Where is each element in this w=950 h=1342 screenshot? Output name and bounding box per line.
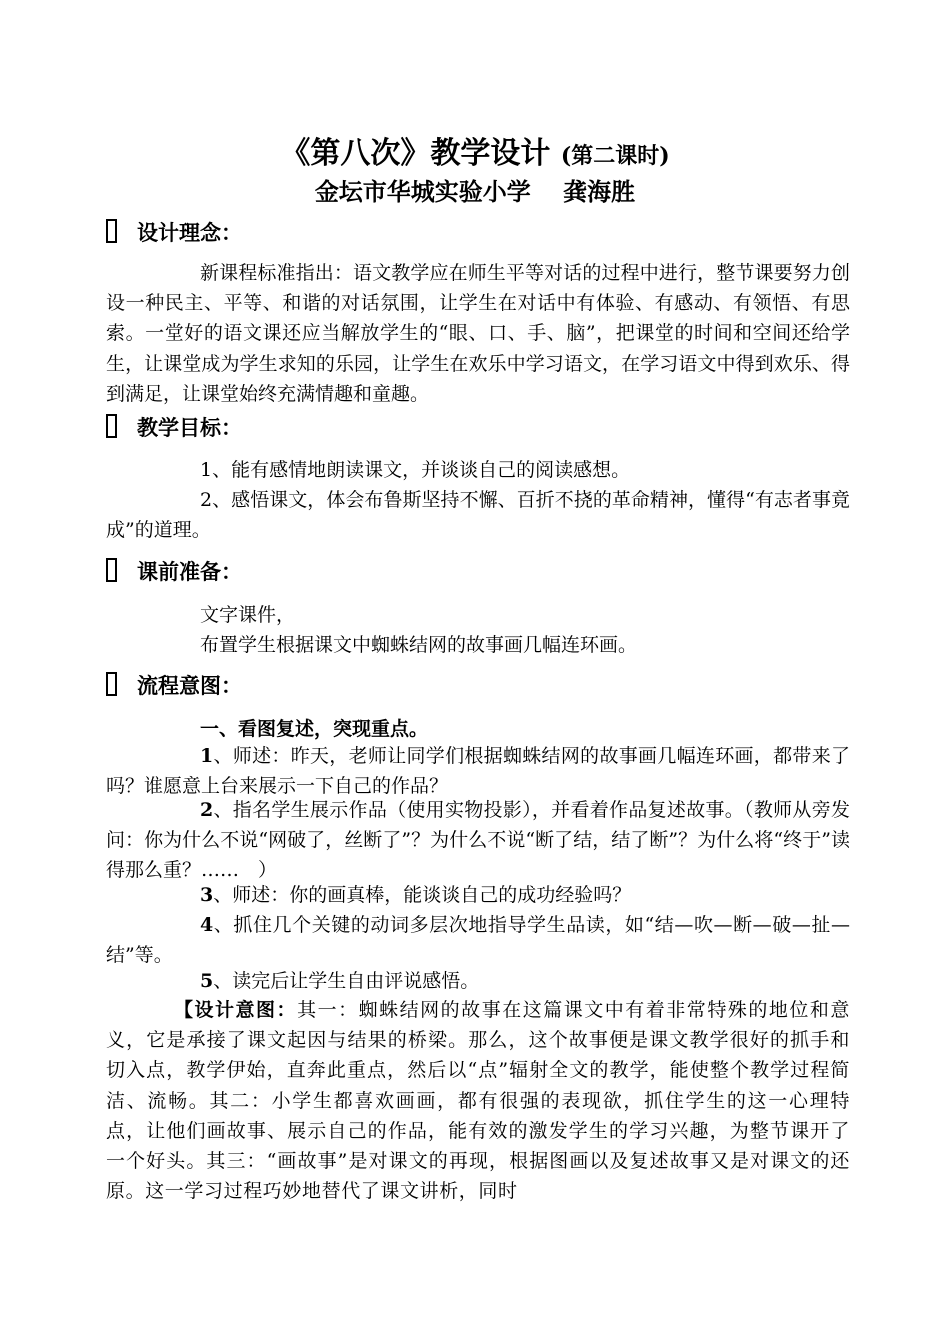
author-line: 金坛市华城实验小学 龚海胜 (314, 178, 636, 206)
flow-step-1 (106, 741, 850, 801)
note-text: 其一：蜘蛛结网的故事在这篇课文中有着非常特殊的地位和意义，它是承接了课文起因与结果的桥梁。那么，这个故事便是课文教学很好的抓手和切入点，教学伊始，直奔此重点，然后以“点”辐射全文的教学，能使整个教学过程简洁、流畅。其二：小学生都喜欢画画，都有很强的表现欲，抓住学生的这一心理特点，让他们画故事、展示自己的作品，能有效的激发学生的学习兴趣，为整节课开了一个好头。其三：“画故事”是对课文的再现，根据图画以及复述故事又是对课文的还原。这一学习过程巧妙地替代了课文讲析，同时 (106, 999, 850, 1203)
bullet-box-icon (106, 558, 117, 582)
heading-label: 教学目标： (137, 416, 242, 440)
step-text: 、读完后让学生自由评说感悟。 (213, 970, 480, 992)
step-number: 3 (200, 884, 214, 906)
step-number: 5 (200, 970, 214, 992)
flow-step-title: 一、看图复述，突现重点。 (200, 718, 429, 740)
step-text: 、抓住几个关键的动词多层次地指导学生品读，如“结—吹—断—破—扯—结”等。 (106, 914, 850, 967)
title-main: 《第八次》教学设计 (280, 136, 551, 171)
step-number: 2 (200, 799, 214, 821)
goal-item-1: 1、能有感情地朗读课文，并谈谈自己的阅读感想。 (200, 459, 631, 481)
prep-line-1: 文字课件， (200, 604, 296, 626)
design-intent-note (106, 995, 850, 1206)
heading-label: 课前准备： (137, 560, 242, 584)
step-text: 、指名学生展示作品（使用实物投影），并看着作品复述故事。（教师从旁发问：你为什么不说“网破了，丝断了”？为什么不说“断了结，结了断”？为什么将“终于”读得那么重？…… ） (106, 799, 850, 882)
heading-label: 设计理念： (137, 221, 242, 245)
heading-teaching-goals (106, 412, 242, 442)
step-text: 、师述：昨天，老师让同学们根据蜘蛛结网的故事画几幅连环画，都带来了吗？谁愿意上台来展示一下自己的作品？ (106, 745, 850, 798)
bullet-box-icon (106, 414, 117, 438)
heading-flow (106, 670, 242, 700)
flow-step-5 (106, 966, 850, 996)
heading-label: 流程意图： (137, 674, 242, 698)
step-number: 4 (200, 914, 214, 936)
flow-step-4 (106, 910, 850, 970)
step-text: 、师述：你的画真棒，能谈谈自己的成功经验吗？ (213, 884, 632, 906)
prep-line-2: 布置学生根据课文中蜘蛛结网的故事画几幅连环画。 (200, 634, 638, 656)
title-sub: (第二课时) (560, 143, 670, 169)
page-title (0, 128, 950, 172)
heading-design-idea (106, 217, 242, 247)
note-label: 【设计意图： (174, 999, 298, 1021)
goal-item-2: 2、感悟课文，体会布鲁斯坚持不懈、百折不挠的革命精神，懂得“有志者事竟成”的道理。 (106, 489, 850, 542)
flow-step-2 (106, 795, 850, 886)
heading-preparation (106, 556, 242, 586)
step-number: 1 (200, 745, 214, 767)
flow-step-3 (106, 880, 850, 910)
design-idea-paragraph: 新课程标准指出：语文教学应在师生平等对话的过程中进行，整节课要努力创设一种民主、平等、和谐的对话氛围，让学生在对话中有体验、有感动、有领悟、有思索。一堂好的语文课还应当解放学生的“眼、口、手、脑”，把课堂的时间和空间还给学生，让课堂成为学生求知的乐园，让学生在欢乐中学习语文，在学习语文中得到欢乐、得到满足，让课堂始终充满情趣和童趣。 (106, 262, 850, 405)
bullet-box-icon (106, 672, 117, 696)
bullet-box-icon (106, 219, 117, 243)
